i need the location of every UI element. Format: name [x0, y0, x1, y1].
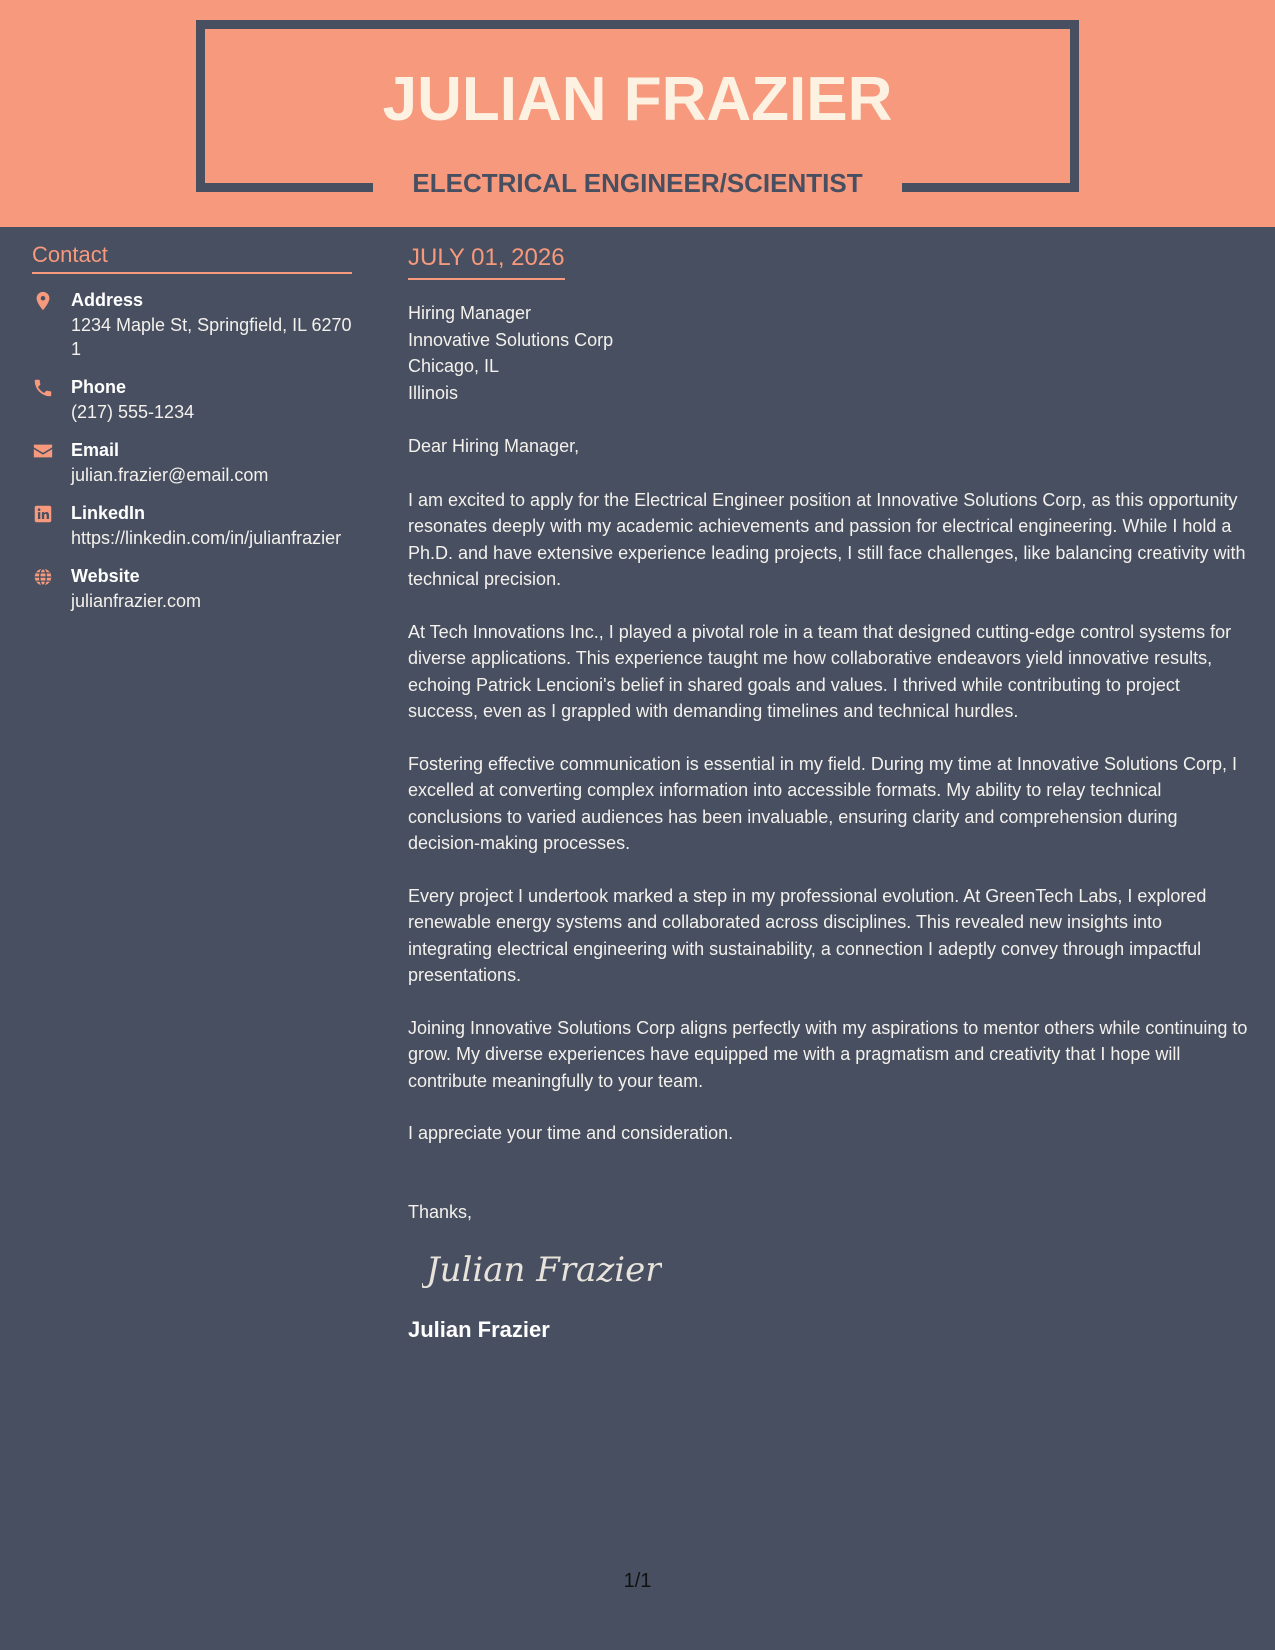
- letter-date: JULY 01, 2026: [408, 244, 565, 280]
- contact-value: https://linkedin.com/in/julianfrazier: [71, 528, 342, 548]
- contact-value: julianfrazier.com: [71, 591, 202, 611]
- recipient-line: Illinois: [408, 382, 459, 403]
- signed-name: Julian Frazier: [408, 1317, 550, 1342]
- contact-linkedin: [32, 501, 352, 550]
- contact-address: [32, 288, 352, 361]
- contact-value: (217) 555-1234: [71, 402, 195, 422]
- contact-heading: Contact: [32, 242, 352, 274]
- header-banner: [0, 0, 1275, 227]
- recipient-line: Chicago, IL: [408, 356, 500, 376]
- job-title: ELECTRICAL ENGINEER/SCIENTIST: [412, 168, 863, 198]
- letter-body: [408, 244, 1248, 1343]
- closing: Thanks,: [408, 1201, 473, 1222]
- body-paragraph: Joining Innovative Solutions Corp aligns perfectly with my aspirations to mentor others while continuing to grow. My diverse experiences have equipped me with a pragmatism and creativity that I hope will contribute meaningfully to your team.: [408, 1017, 1248, 1091]
- body-paragraph: Every project I undertook marked a step in my professional evolution. At GreenTech Labs, I explored renewable energy systems and collaborated across disciplines. This revealed new insights into integrating electrical engineering with sustainability, a connection I adeptly convey through impactful presentations.: [408, 885, 1207, 985]
- envelope-icon: [32, 440, 54, 462]
- contact-value: 1234 Maple St, Springfield, IL 62701: [71, 315, 352, 359]
- phone-icon: [32, 377, 54, 399]
- contact-label: Website: [71, 566, 140, 586]
- contact-phone: [32, 375, 352, 424]
- body-paragraph: At Tech Innovations Inc., I played a pivotal role in a team that designed cutting-edge control systems for diverse applications. This experience taught me how collaborative endeavors yield innovative results, echoing Patrick Lencioni's belief in shared goals and values. I thrived while contributing to project success, even as I grappled with demanding timelines and technical hurdles.: [408, 621, 1232, 721]
- contact-email: [32, 438, 352, 487]
- body-paragraph: Fostering effective communication is essential in my field. During my time at Innovative Solutions Corp, I excelled at converting complex information into accessible formats. My ability to relay technical conclusions to varied audiences has been invaluable, ensuring clarity and comprehension during decision-making processes.: [408, 753, 1238, 853]
- contact-value: julian.frazier@email.com: [71, 465, 269, 485]
- contact-label: Phone: [71, 377, 127, 397]
- applicant-name: JULIAN FRAZIER: [382, 65, 893, 134]
- salutation: Dear Hiring Manager,: [408, 436, 580, 456]
- body-paragraph: I am excited to apply for the Electrical Engineer position at Innovative Solutions Corp, as this opportunity resonates deeply with my academic achievements and passion for electrical engineering. While I hold a Ph.D. and have extensive experience leading projects, I still face challenges, like balancing creativity with technical precision.: [408, 489, 1246, 589]
- linkedin-icon: [32, 503, 54, 525]
- recipient-block: [408, 300, 1248, 406]
- handwritten-signature: [422, 1243, 662, 1293]
- contact-label: LinkedIn: [71, 503, 146, 523]
- contact-website: [32, 564, 352, 613]
- contact-label: Address: [71, 290, 144, 310]
- recipient-line: Hiring Manager: [408, 303, 532, 323]
- frame-border: [196, 20, 1079, 29]
- page-number: 1/1: [623, 1570, 652, 1592]
- recipient-line: Innovative Solutions Corp: [408, 329, 614, 350]
- contact-sidebar: [32, 242, 352, 613]
- globe-icon: [32, 566, 54, 588]
- map-pin-icon: [32, 290, 54, 312]
- body-paragraph: I appreciate your time and consideration.: [408, 1123, 734, 1143]
- signature-text: Julian Frazier: [426, 1250, 662, 1290]
- contact-label: Email: [71, 440, 120, 460]
